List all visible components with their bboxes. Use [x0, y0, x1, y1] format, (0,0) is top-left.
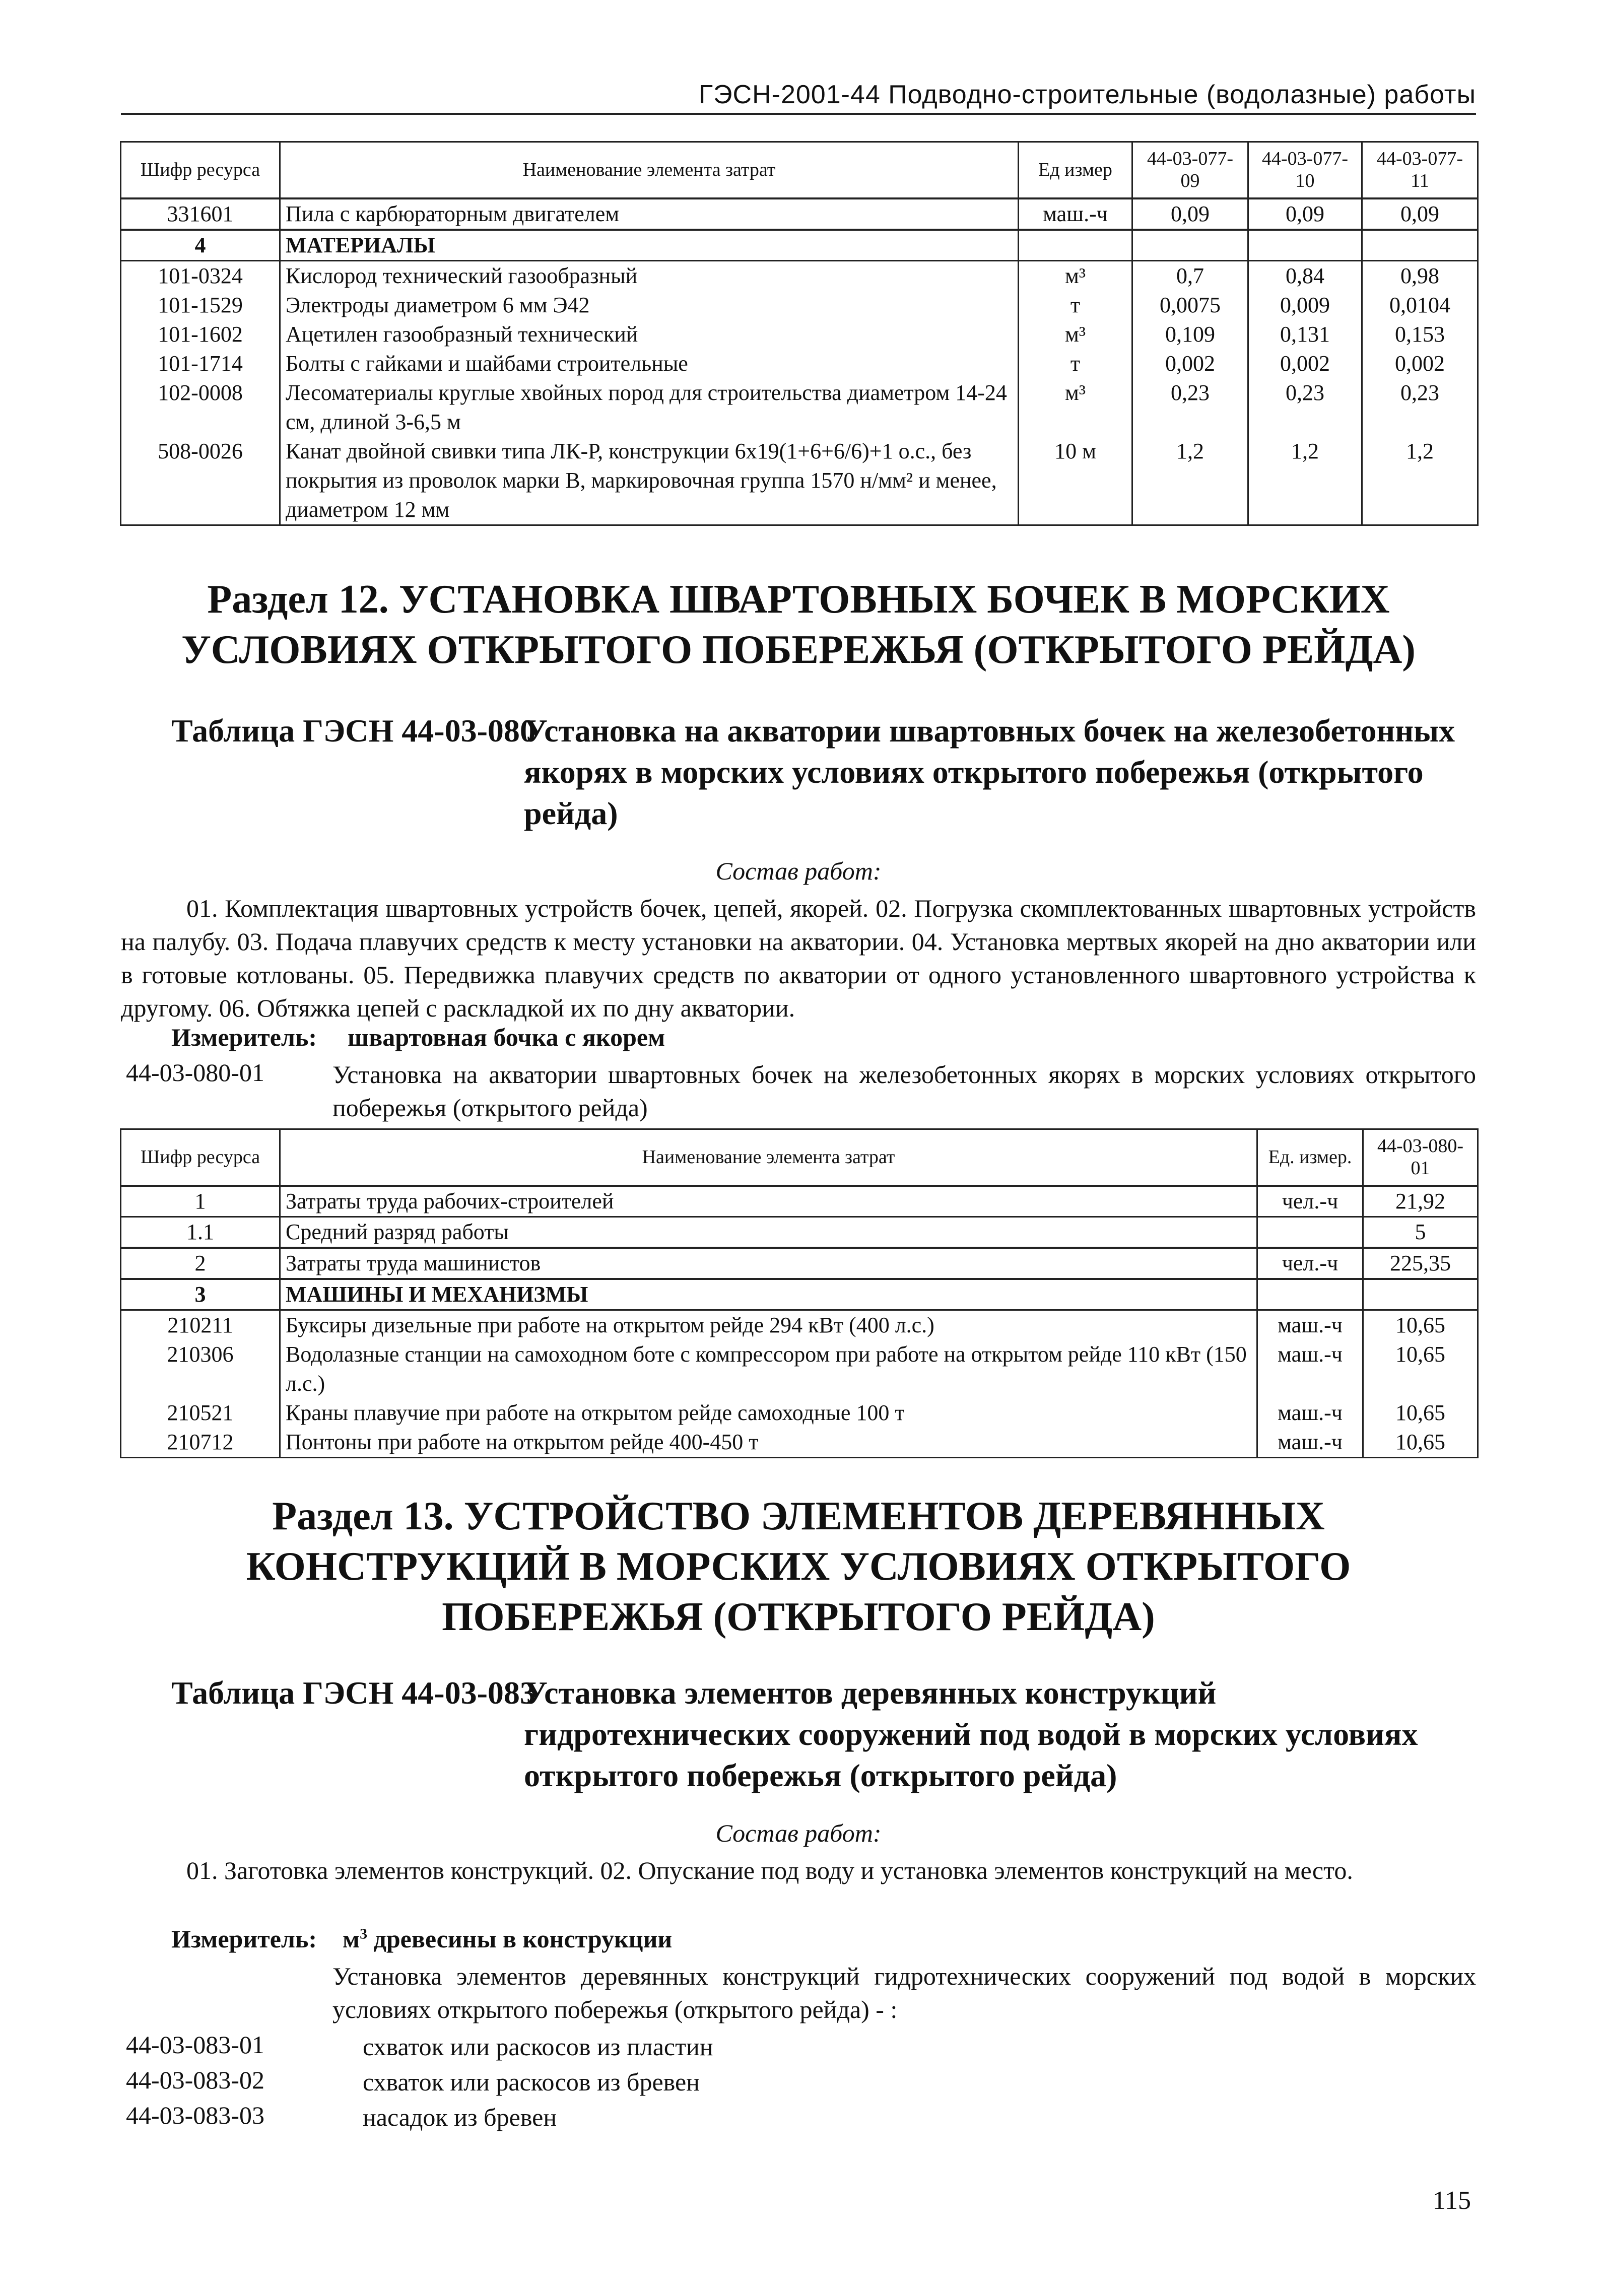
cell-name: Краны плавучие при работе на открытом рейде самоходные 100 т	[280, 1398, 1257, 1428]
measure-label: Измеритель:	[171, 1925, 317, 1953]
cell-value: 0,109	[1132, 320, 1248, 349]
cell-code: 1	[121, 1186, 280, 1217]
cell-code: 101-1714	[121, 349, 280, 378]
item-code: 44-03-083-03	[126, 2101, 264, 2129]
cell-code: 210712	[121, 1428, 280, 1458]
composition-text: 01. Комплектация швартовных устройств бочек, цепей, якорей. 02. Погрузка скомплектованных швартовных устройств на палубу. 03. Подача плавучих средств к месту установки на акватории. 04. Установка мертвых якорей на дно акватории или в готовые котлованы. 05. Передвижка плавучих средств по акватории от одного установленного швартовного устройства к другому. 06. Обтяжка цепей с раскладкой их по дну акватории.	[121, 894, 1476, 1022]
table-header-row	[121, 1129, 1478, 1186]
cell-value: 1,2	[1362, 437, 1478, 525]
cell-unit	[1257, 1217, 1363, 1248]
cell-value: 10,65	[1363, 1398, 1478, 1428]
cell-name: Канат двойной свивки типа ЛК-Р, конструкции 6х19(1+6+6/6)+1 о.с., без покрытия из проволок марки В, маркировочная группа 1570 н/мм² и менее, диаметром 12 мм	[280, 437, 1019, 525]
measure-unit: м	[343, 1925, 360, 1953]
cell-value	[1362, 230, 1478, 261]
col-header: Шифр ресурса	[121, 142, 280, 198]
cell-unit: маш.-ч	[1257, 1398, 1363, 1428]
composition-text: 01. Заготовка элементов конструкций. 02. Опускание под воду и установка элементов конструкций на место.	[186, 1856, 1353, 1884]
resource-table-077	[120, 141, 1479, 526]
cell-value: 0,7	[1132, 260, 1248, 291]
cell-value: 0,23	[1132, 378, 1248, 437]
cell-unit: м³	[1019, 260, 1132, 291]
cell-value: 0,09	[1132, 198, 1248, 230]
cell-value: 10,65	[1363, 1428, 1478, 1458]
cell-name: Водолазные станции на самоходном боте с компрессором при работе на открытом рейде 110 кВт (150 л.с.)	[280, 1340, 1257, 1398]
cell-value: 10,65	[1363, 1310, 1478, 1340]
table-row	[121, 1428, 1478, 1458]
page-number: 115	[1432, 2186, 1471, 2215]
measure-label: Измеритель:	[171, 1023, 317, 1051]
section-13-title: Раздел 13. УСТРОЙСТВО ЭЛЕМЕНТОВ ДЕРЕВЯННЫХ КОНСТРУКЦИЙ В МОРСКИХ УСЛОВИЯХ ОТКРЫТОГО ПОБЕРЕЖЬЯ (ОТКРЫТОГО РЕЙДА)	[246, 1494, 1351, 1639]
table-row	[121, 378, 1478, 437]
cell-code: 210211	[121, 1310, 280, 1340]
cell-unit: 10 м	[1019, 437, 1132, 525]
item-text: схваток или раскосов из пластин	[363, 2033, 713, 2061]
table-header-row	[121, 142, 1478, 198]
cell-value: 1,2	[1248, 437, 1362, 525]
cell-unit: т	[1019, 349, 1132, 378]
item-text: насадок из бревен	[363, 2103, 557, 2131]
cell-value	[1248, 230, 1362, 261]
cell-name: Лесоматериалы круглые хвойных пород для строительства диаметром 14-24 см, длиной 3-6,5 м	[280, 378, 1019, 437]
cell-unit	[1019, 230, 1132, 261]
cell-unit: чел.-ч	[1257, 1186, 1363, 1217]
running-header	[121, 76, 1476, 115]
cell-code: 101-1602	[121, 320, 280, 349]
cell-value: 0,23	[1248, 378, 1362, 437]
table-row	[121, 1186, 1478, 1217]
cell-unit: м³	[1019, 378, 1132, 437]
item-text: схваток или раскосов из бревен	[363, 2068, 700, 2096]
table-row	[121, 349, 1478, 378]
col-header: 44-03-077-09	[1132, 142, 1248, 198]
table-row	[121, 260, 1478, 291]
cell-unit: т	[1019, 291, 1132, 320]
cell-unit	[1257, 1279, 1363, 1310]
col-header: 44-03-077-11	[1362, 142, 1478, 198]
cell-code: 210521	[121, 1398, 280, 1428]
section-12-title: Раздел 12. УСТАНОВКА ШВАРТОВНЫХ БОЧЕК В МОРСКИХ УСЛОВИЯХ ОТКРЫТОГО ПОБЕРЕЖЬЯ (ОТКРЫТОГО РЕЙДА)	[181, 577, 1416, 672]
cell-unit: маш.-ч	[1257, 1428, 1363, 1458]
col-header: Ед измер	[1019, 142, 1132, 198]
cell-value: 0,002	[1362, 349, 1478, 378]
cell-value: 0,002	[1248, 349, 1362, 378]
cell-code: 331601	[121, 198, 280, 230]
table-row	[121, 1340, 1478, 1398]
table-number: Таблица ГЭСН 44-03-083	[171, 1675, 536, 1711]
cell-value: 0,153	[1362, 320, 1478, 349]
cell-value: 0,009	[1248, 291, 1362, 320]
cell-code: 3	[121, 1279, 280, 1310]
cell-code: 101-1529	[121, 291, 280, 320]
col-header: Шифр ресурса	[121, 1129, 280, 1186]
cell-value: 10,65	[1363, 1340, 1478, 1398]
cell-code: 210306	[121, 1340, 280, 1398]
item-code: 44-03-083-02	[126, 2066, 264, 2094]
cell-value: 0,09	[1362, 198, 1478, 230]
item-code: 44-03-080-01	[126, 1058, 264, 1087]
cell-value: 1,2	[1132, 437, 1248, 525]
cell-unit: чел.-ч	[1257, 1248, 1363, 1279]
table-row	[121, 320, 1478, 349]
cell-code: 101-0324	[121, 260, 280, 291]
cell-unit: м³	[1019, 320, 1132, 349]
cell-value: 0,0075	[1132, 291, 1248, 320]
table-row	[121, 230, 1478, 261]
cell-value: 0,09	[1248, 198, 1362, 230]
measure-rest: древесины в конструкции	[367, 1925, 673, 1953]
cell-name: Кислород технический газообразный	[280, 260, 1019, 291]
cell-unit: маш.-ч	[1019, 198, 1132, 230]
table-row	[121, 198, 1478, 230]
cell-value: 5	[1363, 1217, 1478, 1248]
col-header: Наименование элемента затрат	[280, 1129, 1257, 1186]
col-header: Наименование элемента затрат	[280, 142, 1019, 198]
cell-code: 508-0026	[121, 437, 280, 525]
col-header: Ед. измер.	[1257, 1129, 1363, 1186]
cell-value	[1132, 230, 1248, 261]
cell-name: МАТЕРИАЛЫ	[280, 230, 1019, 261]
cell-value: 0,002	[1132, 349, 1248, 378]
item-code: 44-03-083-01	[126, 2031, 264, 2059]
cell-code: 102-0008	[121, 378, 280, 437]
cell-value: 0,98	[1362, 260, 1478, 291]
cell-unit: маш.-ч	[1257, 1340, 1363, 1398]
cell-name: МАШИНЫ И МЕХАНИЗМЫ	[280, 1279, 1257, 1310]
measure-unit-exponent: 3	[360, 1925, 368, 1942]
cell-name: Затраты труда машинистов	[280, 1248, 1257, 1279]
cell-name: Буксиры дизельные при работе на открытом рейде 294 кВт (400 л.с.)	[280, 1310, 1257, 1340]
table-row	[121, 291, 1478, 320]
cell-name: Пила с карбюраторным двигателем	[280, 198, 1019, 230]
header-title: ГЭСН-2001-44 Подводно-строительные (водолазные) работы	[698, 80, 1476, 109]
table-row	[121, 1310, 1478, 1340]
cell-name: Затраты труда рабочих-строителей	[280, 1186, 1257, 1217]
table-row	[121, 1248, 1478, 1279]
cell-code: 1.1	[121, 1217, 280, 1248]
items-intro: Установка элементов деревянных конструкций гидротехнических сооружений под водой в морских условиях открытого побережья (открытого рейда) - :	[332, 1962, 1476, 2023]
cell-value: 0,23	[1362, 378, 1478, 437]
table-row	[121, 437, 1478, 525]
cell-name: Болты с гайками и шайбами строительные	[280, 349, 1019, 378]
cell-name: Понтоны при работе на открытом рейде 400-450 т	[280, 1428, 1257, 1458]
resource-table-080	[120, 1128, 1479, 1458]
table-number: Таблица ГЭСН 44-03-080	[171, 713, 536, 749]
measure-value: швартовная бочка с якорем	[348, 1023, 665, 1051]
table-row	[121, 1398, 1478, 1428]
cell-value	[1363, 1279, 1478, 1310]
composition-label: Состав работ:	[715, 1819, 882, 1847]
col-header: 44-03-080-01	[1363, 1129, 1478, 1186]
cell-value: 21,92	[1363, 1186, 1478, 1217]
table-row	[121, 1217, 1478, 1248]
cell-name: Средний разряд работы	[280, 1217, 1257, 1248]
cell-code: 2	[121, 1248, 280, 1279]
table-row	[121, 1279, 1478, 1310]
cell-value: 0,0104	[1362, 291, 1478, 320]
cell-code: 4	[121, 230, 280, 261]
item-text: Установка на акватории швартовных бочек на железобетонных якорях в морских условиях открытого побережья (открытого рейда)	[332, 1060, 1476, 1122]
composition-label: Состав работ:	[715, 857, 882, 885]
cell-unit: маш.-ч	[1257, 1310, 1363, 1340]
cell-name: Электроды диаметром 6 мм Э42	[280, 291, 1019, 320]
cell-value: 0,84	[1248, 260, 1362, 291]
table-name: Установка на акватории швартовных бочек на железобетонных якорях в морских условиях открытого побережья (открытого рейда)	[524, 713, 1455, 831]
measure-value	[343, 1924, 672, 1953]
cell-value: 225,35	[1363, 1248, 1478, 1279]
cell-name: Ацетилен газообразный технический	[280, 320, 1019, 349]
cell-value: 0,131	[1248, 320, 1362, 349]
col-header: 44-03-077-10	[1248, 142, 1362, 198]
table-name: Установка элементов деревянных конструкций гидротехнических сооружений под водой в морских условиях открытого побережья (открытого рейда)	[524, 1675, 1418, 1793]
